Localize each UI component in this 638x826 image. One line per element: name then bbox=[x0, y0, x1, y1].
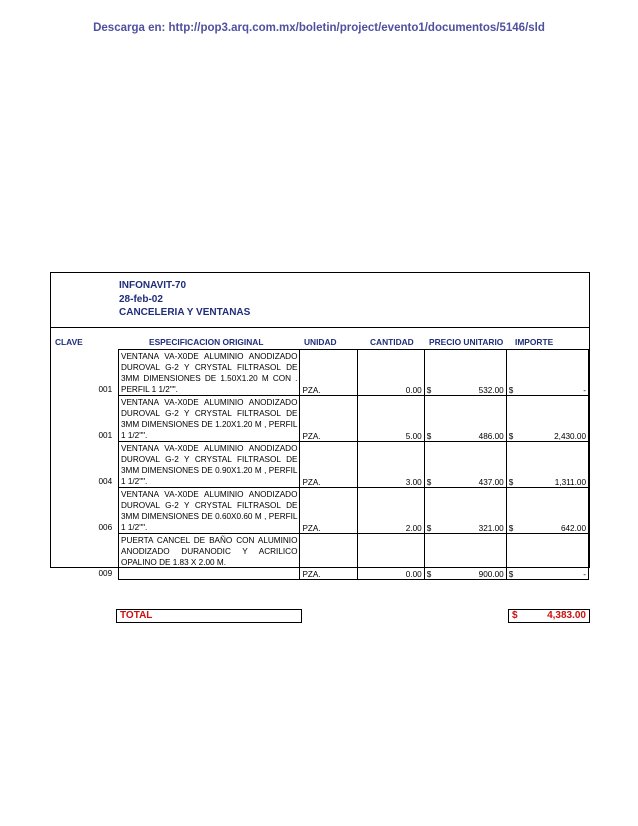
item-precio-currency: $ bbox=[424, 534, 436, 580]
total-value bbox=[508, 609, 590, 623]
item-clave: 006 bbox=[98, 522, 113, 532]
items-table bbox=[118, 349, 589, 580]
item-importe-currency: $ bbox=[506, 534, 518, 580]
header-divider bbox=[51, 327, 589, 328]
item-importe: - bbox=[519, 350, 589, 396]
item-importe: 1,311.00 bbox=[519, 442, 589, 488]
item-unidad: PZA. bbox=[300, 534, 357, 580]
item-unidad: PZA. bbox=[300, 488, 357, 534]
table-row bbox=[119, 350, 589, 396]
col-clave: CLAVE bbox=[55, 337, 83, 347]
item-clave: 009 bbox=[98, 568, 113, 578]
budget-sheet bbox=[50, 272, 590, 579]
table-row bbox=[119, 488, 589, 534]
col-cantidad: CANTIDAD bbox=[370, 337, 414, 347]
item-importe-currency: $ bbox=[506, 442, 518, 488]
item-precio-currency: $ bbox=[424, 396, 436, 442]
table-row bbox=[119, 534, 589, 580]
item-spec: VENTANA VA-X0DE ALUMINIO ANODIZADO DUROVAL G-2 Y CRYSTAL FILTRASOL DE 3MM DIMENSIONES DE 1.20X1.20 M , PERFIL 1 1/2"". bbox=[119, 396, 300, 442]
item-spec: PUERTA CANCEL DE BAÑO CON ALUMINIO ANODIZADO DURANODIC Y ACRILICO OPALINO DE 1.83 X 2.00 M. bbox=[119, 534, 300, 580]
item-cantidad: 5.00 bbox=[357, 396, 424, 442]
total-amount: 4,383.00 bbox=[547, 610, 586, 621]
item-precio: 321.00 bbox=[437, 488, 507, 534]
col-especificacion: ESPECIFICACION ORIGINAL bbox=[149, 337, 264, 347]
item-importe: 642.00 bbox=[519, 488, 589, 534]
sheet-header bbox=[119, 279, 250, 320]
total-currency: $ bbox=[512, 610, 518, 621]
table-row bbox=[119, 396, 589, 442]
sheet-section: CANCELERIA Y VENTANAS bbox=[119, 307, 251, 318]
total-label: TOTAL bbox=[116, 609, 302, 623]
item-clave: 001 bbox=[98, 384, 113, 394]
col-importe: IMPORTE bbox=[515, 337, 554, 347]
item-clave: 001 bbox=[98, 430, 113, 440]
item-importe-currency: $ bbox=[506, 350, 518, 396]
item-cantidad: 2.00 bbox=[357, 488, 424, 534]
item-unidad: PZA. bbox=[300, 350, 357, 396]
item-spec: VENTANA VA-X0DE ALUMINIO ANODIZADO DUROVAL G-2 Y CRYSTAL FILTRASOL DE 3MM DIMENSIONES DE 0.60X0.60 M , PERFIL 1 1/2"". bbox=[119, 488, 300, 534]
col-precio-unitario: PRECIO UNITARIO bbox=[429, 337, 504, 347]
item-precio: 900.00 bbox=[437, 534, 507, 580]
item-precio: 437.00 bbox=[437, 442, 507, 488]
item-cantidad: 0.00 bbox=[357, 534, 424, 580]
item-precio: 532.00 bbox=[437, 350, 507, 396]
sheet-date: 28-feb-02 bbox=[119, 293, 163, 305]
item-importe: - bbox=[519, 534, 589, 580]
item-cantidad: 3.00 bbox=[357, 442, 424, 488]
table-row bbox=[119, 442, 589, 488]
item-clave: 004 bbox=[98, 476, 113, 486]
item-importe-currency: $ bbox=[506, 488, 518, 534]
item-importe: 2,430.00 bbox=[519, 396, 589, 442]
item-precio-currency: $ bbox=[424, 350, 436, 396]
item-importe-currency: $ bbox=[506, 396, 518, 442]
item-precio: 486.00 bbox=[437, 396, 507, 442]
project-name: INFONAVIT-70 bbox=[119, 280, 187, 291]
item-spec: VENTANA VA-X0DE ALUMINIO ANODIZADO DUROVAL G-2 Y CRYSTAL FILTRASOL DE 3MM DIMENSIONES DE 1.50X1.20 M CON . PERFIL 1 1/2"". bbox=[119, 350, 300, 396]
item-unidad: PZA. bbox=[300, 396, 357, 442]
item-spec: VENTANA VA-X0DE ALUMINIO ANODIZADO DUROVAL G-2 Y CRYSTAL FILTRASOL DE 3MM DIMENSIONES DE 0.90X1.20 M , PERFIL 1 1/2"". bbox=[119, 442, 300, 488]
item-cantidad: 0.00 bbox=[357, 350, 424, 396]
item-precio-currency: $ bbox=[424, 488, 436, 534]
item-unidad: PZA. bbox=[300, 442, 357, 488]
item-precio-currency: $ bbox=[424, 442, 436, 488]
col-unidad: UNIDAD bbox=[304, 337, 337, 347]
download-url[interactable]: Descarga en: http://pop3.arq.com.mx/boletin/project/evento1/documentos/5146/sld bbox=[93, 22, 545, 34]
